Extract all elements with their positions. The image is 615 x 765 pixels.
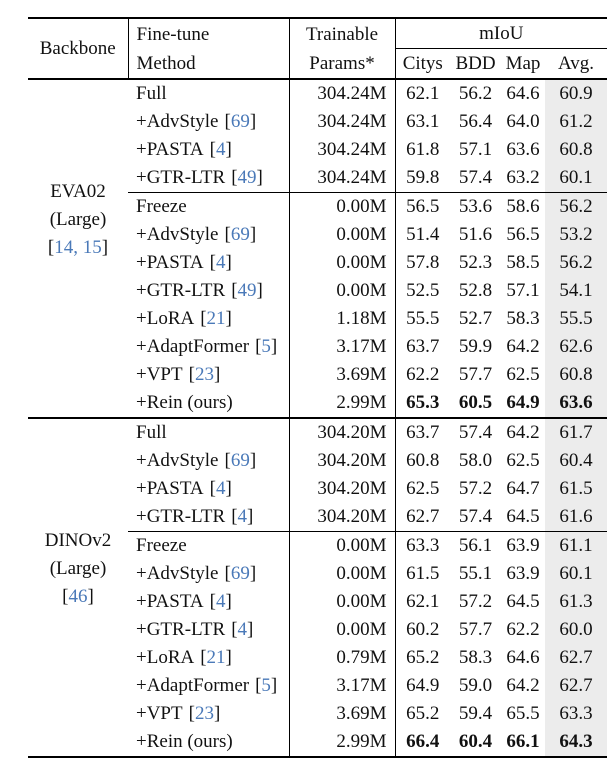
miou-bdd-value: 58.0 xyxy=(458,450,493,471)
column-header-trainable-params xyxy=(289,18,395,79)
table-header xyxy=(28,18,607,79)
method-cell xyxy=(128,361,289,389)
method-label: +PASTA xyxy=(136,478,204,499)
trainable-params-value: 0.00M xyxy=(289,277,395,305)
method-cell xyxy=(128,79,289,108)
method-cell xyxy=(128,728,289,757)
method-label: +AdaptFormer xyxy=(136,336,250,357)
miou-bdd-value: 58.3 xyxy=(458,647,493,668)
miou-citys-value: 63.3 xyxy=(395,532,450,561)
method-label: Full xyxy=(136,422,167,443)
citation-link[interactable]: [ 69 ] xyxy=(225,563,257,584)
miou-citys-value: 61.8 xyxy=(395,136,450,164)
miou-citys-value: 63.7 xyxy=(395,418,450,447)
method-cell xyxy=(128,136,289,164)
citation-link[interactable]: [ 4 ] xyxy=(210,139,232,160)
citation-link[interactable]: [ 21 ] xyxy=(200,647,232,668)
method-cell xyxy=(128,164,289,193)
miou-bdd-value: 51.6 xyxy=(458,224,493,245)
method-label: +GTR-LTR xyxy=(136,167,226,188)
method-cell xyxy=(128,249,289,277)
miou-citys-value: 64.9 xyxy=(395,672,450,700)
miou-avg-value: 61.6 xyxy=(545,503,607,532)
miou-avg-value: 60.9 xyxy=(545,79,607,108)
miou-citys-value: 62.7 xyxy=(395,503,450,532)
miou-map-value: 58.3 xyxy=(506,308,540,329)
finetune-header-line2: Method xyxy=(136,52,196,74)
method-label: +AdvStyle xyxy=(136,563,219,584)
method-cell xyxy=(128,193,289,222)
miou-citys-value: 51.4 xyxy=(395,221,450,249)
miou-citys-value: 63.1 xyxy=(395,108,450,136)
miou-avg-value: 60.1 xyxy=(545,164,607,193)
backbone-cell xyxy=(28,79,128,418)
miou-map-value: 64.6 xyxy=(506,83,540,104)
trainable-params-value: 2.99M xyxy=(289,389,395,418)
citation-link[interactable]: [ 23 ] xyxy=(189,364,221,385)
method-label: +GTR-LTR xyxy=(136,506,226,527)
miou-bdd-value: 57.4 xyxy=(450,418,501,447)
miou-bdd-value: 52.8 xyxy=(458,280,493,301)
miou-avg-value: 60.8 xyxy=(545,361,607,389)
trainable-params-value: 0.00M xyxy=(289,532,395,561)
method-label: +AdvStyle xyxy=(136,111,219,132)
miou-bdd-value: 56.1 xyxy=(450,532,501,561)
method-label: +LoRA xyxy=(136,308,195,329)
column-header-citys: Citys xyxy=(395,49,450,80)
method-cell xyxy=(128,418,289,447)
citation-link[interactable]: [ 49 ] xyxy=(231,280,263,301)
miou-bdd-value: 52.7 xyxy=(458,308,493,329)
params-header-line1: Trainable xyxy=(305,23,379,45)
miou-avg-value: 55.5 xyxy=(545,305,607,333)
method-label: Freeze xyxy=(136,196,187,217)
backbone-name: DINOv2 xyxy=(44,529,112,551)
miou-citys-value: 57.8 xyxy=(395,249,450,277)
method-cell xyxy=(128,108,289,136)
trainable-params-value: 304.24M xyxy=(289,136,395,164)
miou-avg-value: 61.2 xyxy=(545,108,607,136)
citation-link[interactable]: [ 5 ] xyxy=(255,675,277,696)
trainable-params-value: 0.00M xyxy=(289,221,395,249)
citation-link[interactable]: [ 21 ] xyxy=(200,308,232,329)
trainable-params-value: 3.69M xyxy=(289,700,395,728)
miou-bdd-value: 56.2 xyxy=(458,83,493,104)
miou-map-value: 63.9 xyxy=(506,563,540,584)
citation-link[interactable]: [ 69 ] xyxy=(225,450,257,471)
column-group-miou: mIoU xyxy=(395,18,607,49)
trainable-params-value: 0.00M xyxy=(289,616,395,644)
trainable-params-value: 0.79M xyxy=(289,644,395,672)
method-label: +AdvStyle xyxy=(136,450,219,471)
method-cell xyxy=(128,503,289,532)
trainable-params-value: 3.69M xyxy=(289,361,395,389)
column-header-backbone: Backbone xyxy=(28,18,128,79)
trainable-params-value: 1.18M xyxy=(289,305,395,333)
method-cell xyxy=(128,616,289,644)
params-header-line2: Params* xyxy=(309,52,375,74)
miou-map-value: 58.5 xyxy=(506,252,540,273)
miou-avg-value: 62.7 xyxy=(545,672,607,700)
miou-bdd-value: 53.6 xyxy=(450,193,501,222)
miou-bdd-value: 57.4 xyxy=(458,506,493,527)
method-cell xyxy=(128,447,289,475)
trainable-params-value: 2.99M xyxy=(289,728,395,757)
trainable-params-value: 3.17M xyxy=(289,333,395,361)
citation-link[interactable]: [ 46 ] xyxy=(62,586,94,607)
miou-map-value: 64.0 xyxy=(506,111,540,132)
miou-bdd-value: 57.1 xyxy=(458,139,493,160)
backbone-citation xyxy=(28,583,128,611)
backbone-name: EVA02 xyxy=(50,180,106,202)
miou-citys-value: 65.3 xyxy=(395,389,450,418)
miou-avg-value: 61.5 xyxy=(545,475,607,503)
miou-citys-value: 59.8 xyxy=(395,164,450,193)
miou-citys-value: 62.1 xyxy=(395,588,450,616)
method-cell xyxy=(128,305,289,333)
trainable-params-value: 0.00M xyxy=(289,193,395,222)
miou-bdd-value: 52.3 xyxy=(458,252,493,273)
method-label: +PASTA xyxy=(136,252,204,273)
miou-avg-value: 63.6 xyxy=(545,389,607,418)
backbone-size: (Large) xyxy=(49,557,107,579)
miou-map-value: 64.2 xyxy=(501,418,545,447)
method-cell xyxy=(128,532,289,561)
miou-bdd-value: 59.4 xyxy=(458,703,493,724)
miou-map-value: 63.9 xyxy=(501,532,545,561)
miou-avg-value: 62.6 xyxy=(545,333,607,361)
method-cell xyxy=(128,588,289,616)
trainable-params-value: 304.20M xyxy=(289,418,395,447)
miou-citys-value: 62.2 xyxy=(395,361,450,389)
method-cell xyxy=(128,277,289,305)
trainable-params-value: 304.24M xyxy=(289,108,395,136)
miou-citys-value: 65.2 xyxy=(395,644,450,672)
miou-bdd-value: 57.7 xyxy=(458,619,493,640)
miou-map-value: 58.6 xyxy=(501,193,545,222)
column-header-map: Map xyxy=(501,49,545,80)
method-label: +AdvStyle xyxy=(136,224,219,245)
trainable-params-value: 3.17M xyxy=(289,672,395,700)
column-header-finetune-method xyxy=(128,18,289,79)
paper-table-region xyxy=(28,17,607,758)
miou-avg-value: 54.1 xyxy=(545,277,607,305)
miou-map-value: 65.5 xyxy=(506,703,540,724)
miou-bdd-value: 57.7 xyxy=(458,364,493,385)
miou-citys-value: 66.4 xyxy=(395,728,450,757)
method-label: +GTR-LTR xyxy=(136,280,226,301)
citation-link[interactable]: [ 4 ] xyxy=(210,252,232,273)
table-row xyxy=(28,79,607,108)
miou-map-value: 64.2 xyxy=(506,675,540,696)
miou-map-value: 63.2 xyxy=(506,167,540,188)
miou-bdd-value: 60.4 xyxy=(458,731,493,752)
results-table xyxy=(28,17,607,758)
backbone-citation xyxy=(28,234,128,262)
miou-map-value: 57.1 xyxy=(506,280,540,301)
trainable-params-value: 304.20M xyxy=(289,503,395,532)
miou-bdd-value: 57.2 xyxy=(458,478,493,499)
miou-map-value: 64.6 xyxy=(506,647,540,668)
table-row xyxy=(28,418,607,447)
miou-map-value: 64.7 xyxy=(506,478,540,499)
column-header-avg: Avg. xyxy=(545,49,607,80)
miou-map-value: 64.5 xyxy=(506,506,540,527)
citation-link[interactable]: [ 23 ] xyxy=(189,703,221,724)
method-cell xyxy=(128,644,289,672)
method-cell xyxy=(128,389,289,418)
miou-citys-value: 56.5 xyxy=(395,193,450,222)
backbone-size: (Large) xyxy=(49,208,107,230)
method-label: Full xyxy=(136,83,167,104)
miou-bdd-value: 56.4 xyxy=(458,111,493,132)
miou-citys-value: 60.8 xyxy=(395,447,450,475)
method-cell xyxy=(128,333,289,361)
miou-bdd-value: 60.5 xyxy=(458,392,493,413)
method-label: +LoRA xyxy=(136,647,195,668)
miou-bdd-value: 57.4 xyxy=(458,167,493,188)
method-label: +PASTA xyxy=(136,591,204,612)
method-label: +Rein (ours) xyxy=(136,731,233,752)
miou-map-value: 66.1 xyxy=(506,731,540,752)
miou-bdd-value: 55.1 xyxy=(458,563,493,584)
miou-map-value: 56.5 xyxy=(506,224,540,245)
miou-avg-value: 61.1 xyxy=(545,532,607,561)
citation-link[interactable]: [ 4 ] xyxy=(231,619,253,640)
miou-avg-value: 60.1 xyxy=(545,560,607,588)
citation-link[interactable]: [ 4 ] xyxy=(231,506,253,527)
miou-citys-value: 52.5 xyxy=(395,277,450,305)
miou-map-value: 64.9 xyxy=(506,392,540,413)
miou-map-value: 64.5 xyxy=(506,591,540,612)
method-cell xyxy=(128,221,289,249)
miou-avg-value: 61.3 xyxy=(545,588,607,616)
miou-bdd-value: 59.9 xyxy=(458,336,493,357)
trainable-params-value: 304.24M xyxy=(289,164,395,193)
method-cell xyxy=(128,475,289,503)
miou-map-value: 63.6 xyxy=(506,139,540,160)
method-cell xyxy=(128,560,289,588)
miou-map-value: 62.5 xyxy=(506,450,540,471)
trainable-params-value: 304.20M xyxy=(289,475,395,503)
method-cell xyxy=(128,672,289,700)
column-header-bdd: BDD xyxy=(450,49,501,80)
miou-avg-value: 62.7 xyxy=(545,644,607,672)
backbone-cell xyxy=(28,418,128,757)
method-label: +PASTA xyxy=(136,139,204,160)
miou-avg-value: 61.7 xyxy=(545,418,607,447)
header-row-1 xyxy=(28,18,607,49)
miou-citys-value: 65.2 xyxy=(395,700,450,728)
citation-link[interactable]: [ 4 ] xyxy=(210,591,232,612)
miou-avg-value: 63.3 xyxy=(545,700,607,728)
trainable-params-value: 0.00M xyxy=(289,560,395,588)
method-label: +VPT xyxy=(136,703,183,724)
miou-avg-value: 64.3 xyxy=(545,728,607,757)
method-cell xyxy=(128,700,289,728)
trainable-params-value: 0.00M xyxy=(289,249,395,277)
trainable-params-value: 304.24M xyxy=(289,79,395,108)
citation-link[interactable]: [ 5 ] xyxy=(255,336,277,357)
miou-bdd-value: 57.2 xyxy=(458,591,493,612)
citation-link[interactable]: [ 49 ] xyxy=(231,167,263,188)
miou-map-value: 62.2 xyxy=(506,619,540,640)
method-label: +AdaptFormer xyxy=(136,675,250,696)
miou-citys-value: 62.5 xyxy=(395,475,450,503)
miou-bdd-value: 59.0 xyxy=(458,675,493,696)
finetune-header-line1: Fine-tune xyxy=(136,23,210,45)
miou-map-value: 62.5 xyxy=(506,364,540,385)
citation-link[interactable]: [ 4 ] xyxy=(210,478,232,499)
miou-citys-value: 61.5 xyxy=(395,560,450,588)
method-label: +GTR-LTR xyxy=(136,619,226,640)
miou-avg-value: 56.2 xyxy=(545,249,607,277)
miou-citys-value: 60.2 xyxy=(395,616,450,644)
miou-citys-value: 62.1 xyxy=(395,79,450,108)
method-label: Freeze xyxy=(136,535,187,556)
miou-citys-value: 63.7 xyxy=(395,333,450,361)
citation-link[interactable]: [ 14, 15 ] xyxy=(48,237,108,258)
miou-avg-value: 60.0 xyxy=(545,616,607,644)
miou-citys-value: 55.5 xyxy=(395,305,450,333)
miou-avg-value: 56.2 xyxy=(545,193,607,222)
trainable-params-value: 304.20M xyxy=(289,447,395,475)
miou-avg-value: 60.8 xyxy=(545,136,607,164)
table-body xyxy=(28,79,607,757)
citation-link[interactable]: [ 69 ] xyxy=(225,111,257,132)
citation-link[interactable]: [ 69 ] xyxy=(225,224,257,245)
trainable-params-value: 0.00M xyxy=(289,588,395,616)
method-label: +Rein (ours) xyxy=(136,392,233,413)
miou-map-value: 64.2 xyxy=(506,336,540,357)
method-label: +VPT xyxy=(136,364,183,385)
miou-avg-value: 60.4 xyxy=(545,447,607,475)
miou-avg-value: 53.2 xyxy=(545,221,607,249)
